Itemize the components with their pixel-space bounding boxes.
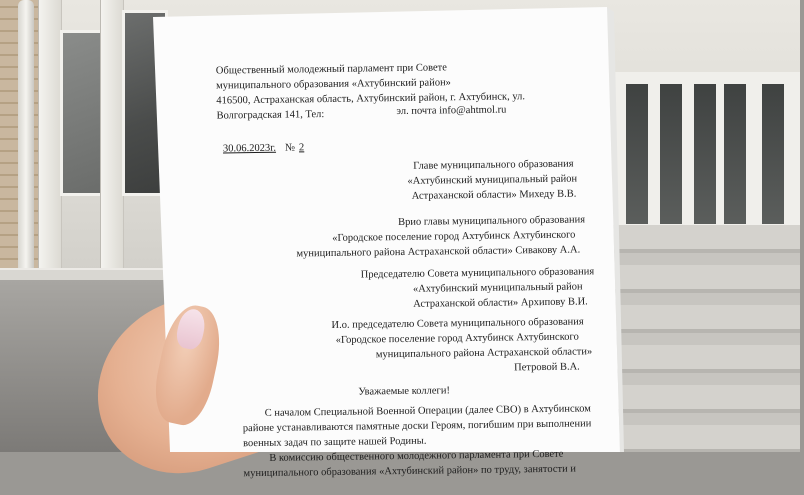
addressee-line: «Ахтубинский муниципальный район (412, 281, 583, 295)
header-line: Волгоградская 141, Тел: (216, 109, 325, 122)
addressee-line: И.о. председателю Совета муниципального образования (331, 316, 584, 331)
greeting: Уважаемые коллеги! (358, 385, 451, 398)
addressee-line: муниципального района Астраханской области» (375, 346, 593, 361)
addressee-line: Председателю Совета муниципального образования (360, 266, 595, 281)
header-line: 416500, Астраханская область, Ахтубинский район, г. Ахтубинск, ул. (216, 91, 526, 107)
addressee-line: Астраханской области» Михеду В.В. (411, 188, 577, 202)
body-line: В комиссию общественного молодежного парламента при Совете (269, 448, 564, 464)
body-line: муниципального образования «Ахтубинский район» по труду, занятости и (243, 463, 577, 480)
header-line: муниципального образования «Ахтубинский район» (216, 77, 451, 92)
addressee-line: Главе муниципального образования (413, 158, 574, 172)
addressee-line: Астраханской области» Архипову В.И. (413, 296, 588, 310)
body-line: С началом Специальной Военной Операции (далее СВО) в Ахтубинском (264, 403, 591, 419)
addressee-line: Петровой В.А. (513, 361, 580, 374)
body-line: военных задач по защите нашей Родины. (243, 435, 427, 450)
number-label: № (284, 142, 296, 154)
document-date: 30.06.2023г. (222, 142, 277, 155)
addressee-line: Врио главы муниципального образования (397, 214, 586, 229)
document-number: 2 (298, 142, 305, 154)
header-email: эл. почта info@ahtmol.ru (396, 104, 507, 118)
addressee-line: муниципального района Астраханской области» Сивакову А.А. (296, 244, 581, 260)
header-line: Общественный молодежный парламент при Совете (215, 62, 447, 77)
body-line: районе устанавливаются памятные доски Героям, погибшим при выполнении (242, 418, 592, 435)
addressee-line: «Городское поселение город Ахтубинск Ахтубинского (335, 331, 579, 346)
addressee-line: «Городское поселение город Ахтубинск Ахтубинского (332, 229, 576, 244)
addressee-line: «Ахтубинский муниципальный район (407, 173, 578, 187)
